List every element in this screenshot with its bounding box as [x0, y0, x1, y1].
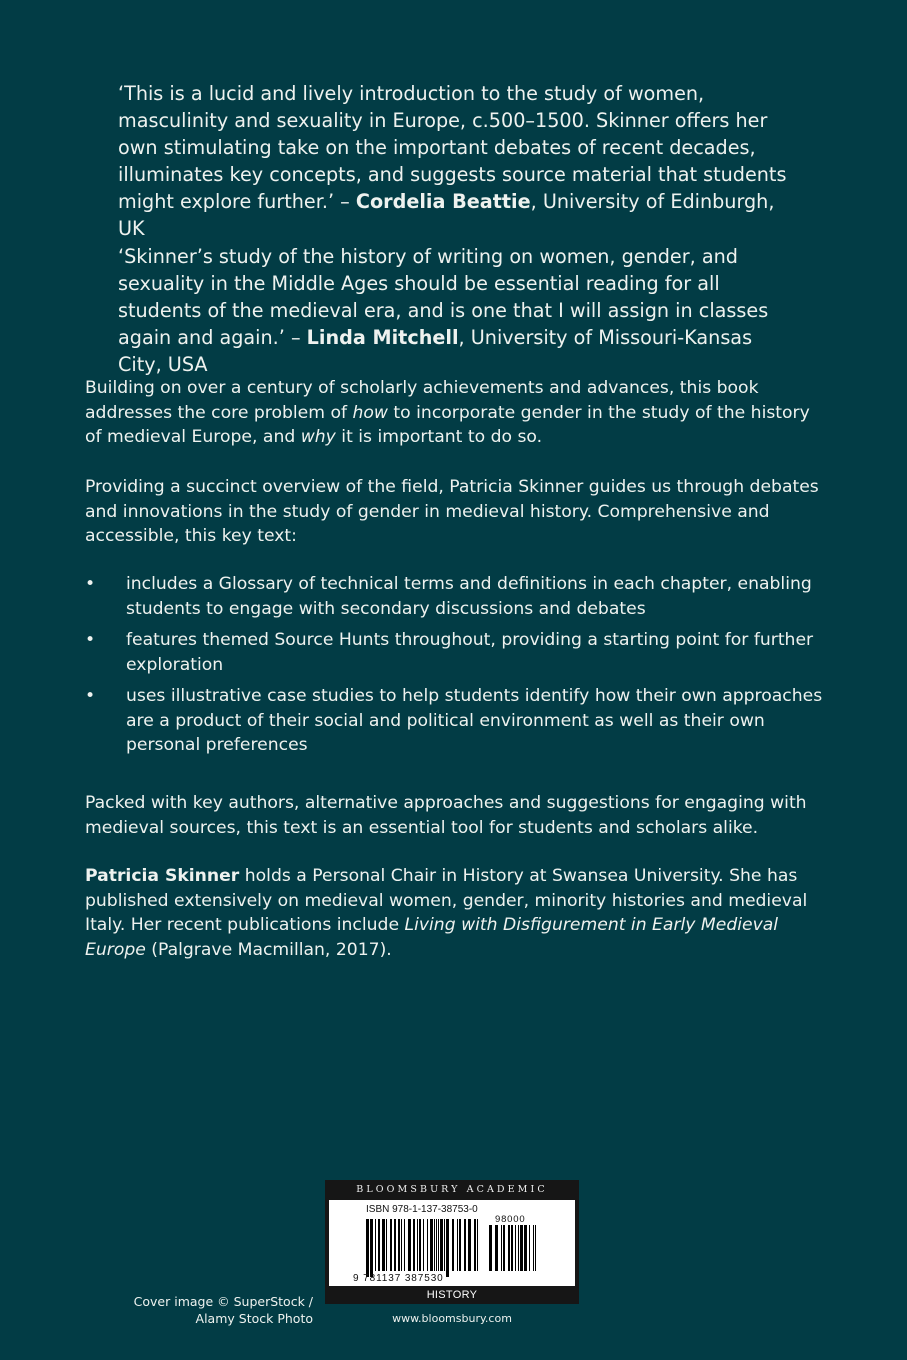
closing-paragraph: Packed with key authors, alternative approaches and suggestions for engaging with medieval sources, this text is an essential tool for students and scholars alike. — [85, 793, 807, 838]
barcode-bar — [459, 1219, 461, 1271]
barcode-bar — [468, 1219, 471, 1271]
barcode-bar — [423, 1219, 424, 1271]
barcode-area — [329, 1200, 575, 1286]
barcode-bar — [390, 1219, 392, 1271]
barcode-bar — [503, 1225, 505, 1271]
quote-affiliation: , University of Edinburgh, UK — [118, 190, 775, 240]
barcode-bar — [375, 1219, 376, 1271]
publisher-website: www.bloomsbury.com — [392, 1312, 512, 1325]
barcode-bar — [508, 1225, 510, 1271]
quote-affiliation: , University of Missouri-Kansas City, USA — [118, 326, 753, 376]
barcode-bar — [434, 1219, 435, 1271]
barcode-bar — [501, 1225, 502, 1271]
credit-line: Cover image © SuperStock / — [133, 1294, 313, 1309]
intro-text: to incorporate gender in the study of the history of medieval Europe, and — [85, 402, 810, 447]
quote-author: Cordelia Beattie — [355, 190, 531, 213]
barcode-bar — [378, 1219, 380, 1271]
ean-number: 9 781137 387530 — [353, 1273, 444, 1284]
cover-image-credit — [120, 1293, 313, 1327]
barcode-bar — [518, 1225, 519, 1271]
author-name: Patricia Skinner — [85, 866, 240, 886]
barcode-bar — [520, 1225, 523, 1271]
subject-label: HISTORY — [426, 1289, 478, 1301]
bullet-icon: • — [85, 686, 96, 706]
barcode-bar — [427, 1219, 428, 1271]
bullet-icon: • — [85, 630, 96, 650]
barcode-bar — [474, 1219, 476, 1271]
barcode-bar — [464, 1219, 466, 1271]
barcode-bar — [370, 1219, 373, 1277]
barcode-bar — [394, 1219, 396, 1271]
barcode-bar — [436, 1219, 437, 1271]
list-item — [85, 572, 825, 621]
isbn-label: ISBN 978-1-137-38753-0 — [366, 1204, 478, 1215]
publisher-name: BLOOMSBURY ACADEMIC — [356, 1184, 548, 1195]
quote-text: ‘This is a lucid and lively introduction to the study of women, masculinity and sexuality in Europe, c.500–1500. Skinner offers her own stimulating take on the important debates of recent decades, illuminates key concepts, and suggests source material that students might explore further.’ – — [118, 82, 787, 213]
author-bio — [85, 864, 825, 962]
quote-text: ‘Skinner’s study of the history of writing on women, gender, and sexuality in the Middle Ages should be essential reading for all students of the medieval era, and is one that I will assign in classes again and again.’ – — [118, 245, 769, 349]
barcode-bar — [413, 1219, 415, 1271]
barcode-bar — [386, 1219, 387, 1271]
bullet-icon: • — [85, 574, 96, 594]
barcode-bar — [489, 1225, 492, 1271]
bio-text: holds a Personal Chair in History at Swansea University. She has published extensively on medieval women, gender, minority histories and medieval Italy. Her recent publications include — [85, 866, 808, 935]
barcode-bar — [495, 1225, 498, 1271]
review-quote-mitchell — [118, 243, 798, 378]
barcode-bar — [401, 1219, 402, 1271]
list-item-text: uses illustrative case studies to help students identify how their own approaches are a product of their social and political environment as well as their own personal preferences — [126, 686, 823, 755]
barcode-bar — [419, 1219, 421, 1271]
barcode-bar — [408, 1219, 411, 1271]
barcode-bar — [515, 1225, 516, 1271]
barcode-bar — [430, 1219, 433, 1271]
addon-number: 98000 — [495, 1214, 526, 1225]
barcode-bar — [446, 1219, 449, 1277]
barcode-bar — [511, 1225, 513, 1271]
barcode-bar — [457, 1219, 458, 1271]
barcode-bar — [440, 1219, 443, 1271]
barcode-panel — [325, 1180, 579, 1304]
barcode-bar — [444, 1219, 445, 1271]
review-quote-beattie — [118, 80, 798, 242]
barcode-bar — [366, 1219, 369, 1277]
feature-list — [85, 572, 825, 758]
barcode-bar — [438, 1219, 439, 1271]
bio-text: (Palgrave Macmillan, 2017). — [145, 939, 392, 960]
intro-paragraph — [85, 376, 825, 450]
intro-emphasis-why: why — [300, 427, 336, 447]
intro-emphasis-how: how — [352, 402, 388, 423]
intro-text: it is important to do so. — [335, 427, 543, 447]
intro-text: Building on over a century of scholarly achievements and advances, this book addresses the core problem of — [85, 378, 759, 423]
credit-line: Alamy Stock Photo — [195, 1311, 313, 1326]
list-item — [85, 684, 825, 758]
book-title: Living with Disfigurement in Early Medieval Europe — [85, 915, 779, 960]
list-item-text: includes a Glossary of technical terms and definitions in each chapter, enabling students to engage with secondary discussions and debates — [126, 574, 812, 619]
barcode-bar — [404, 1219, 405, 1271]
barcode-bar — [417, 1219, 418, 1271]
barcode-bar — [535, 1225, 536, 1271]
barcode-bar — [398, 1219, 400, 1271]
list-item-text: features themed Source Hunts throughout, providing a starting point for further exploration — [126, 630, 814, 675]
overview-paragraph: Providing a succinct overview of the field, Patricia Skinner guides us through debates and innovations in the study of gender in medieval history. Comprehensive and accessible, this key text: — [85, 477, 819, 546]
barcode-bar — [382, 1219, 385, 1271]
barcode-bar — [477, 1219, 478, 1271]
barcode-bar — [524, 1225, 527, 1271]
barcode-bar — [452, 1219, 454, 1271]
quote-author: Linda Mitchell — [306, 326, 459, 349]
barcode-bar — [533, 1225, 534, 1271]
list-item — [85, 628, 825, 677]
barcode-bar — [529, 1225, 530, 1271]
